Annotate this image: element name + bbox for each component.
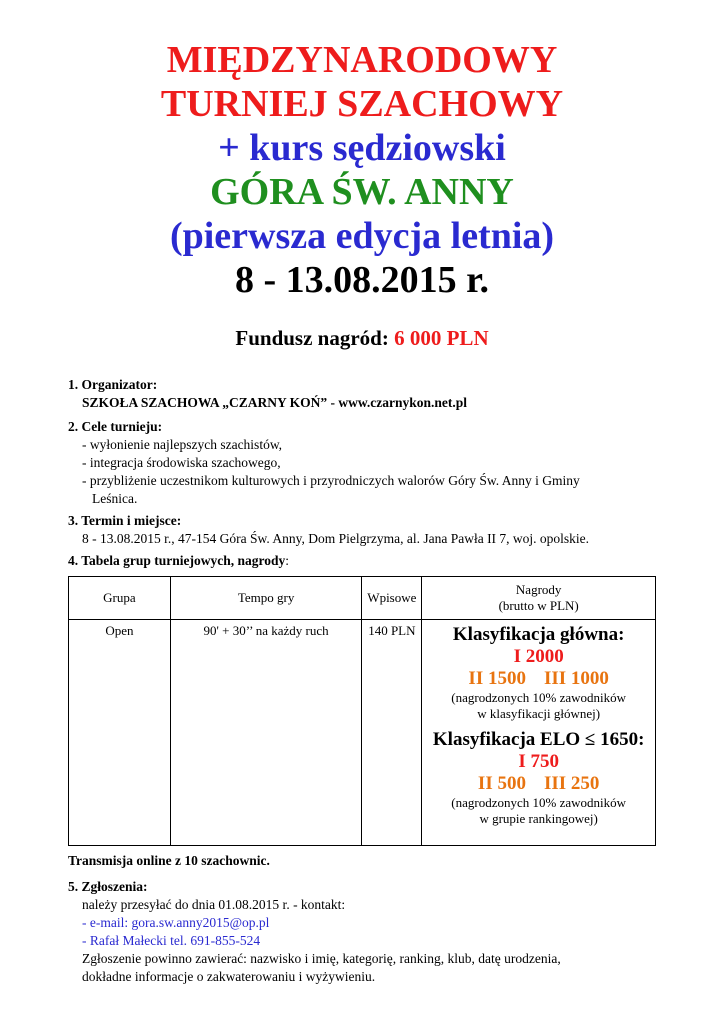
header-cell-fee: Wpisowe xyxy=(362,577,422,620)
header-cell-prizes xyxy=(422,577,656,620)
cell-prizes xyxy=(422,620,656,846)
header-cell-group: Grupa xyxy=(69,577,171,620)
section-organizer xyxy=(68,376,668,412)
registration-line2: Zgłoszenie powinno zawierać: nazwisko i imię, kategorię, ranking, klub, datę urodzenia, xyxy=(82,951,561,966)
section-heading: 2. Cele turnieju: xyxy=(68,419,163,434)
transmission-text: Transmisja online z 10 szachownic. xyxy=(68,853,270,868)
main-second-prize: II 1500 xyxy=(468,668,526,689)
section-table-heading xyxy=(68,552,668,570)
elo-third-prize: III 250 xyxy=(543,773,600,794)
title-line-3: + kurs sędziowski xyxy=(218,127,506,169)
main-first-prize: I 2000 xyxy=(513,646,564,667)
organizer-text: SZKOŁA SZACHOWA „CZARNY KOŃ” - www.czarnykon.net.pl xyxy=(82,395,468,410)
goal-item: Leśnica. xyxy=(92,491,138,506)
main-other-prizes xyxy=(425,668,652,690)
title-line-1: MIĘDZYNARODOWY xyxy=(166,39,558,81)
prize-fund-amount: 6 000 PLN xyxy=(394,326,489,350)
table-header-row xyxy=(69,577,656,620)
prizes-header-line1: Nagrody xyxy=(515,582,562,597)
contact-email-link[interactable]: - e-mail: gora.sw.anny2015@op.pl xyxy=(82,915,270,930)
header-cell-tempo: Tempo gry xyxy=(170,577,362,620)
main-note-line2: w klasyfikacji głównej) xyxy=(477,706,601,721)
date-place-text: 8 - 13.08.2015 r., 47-154 Góra Św. Anny, Dom Pielgrzyma, al. Jana Pawła II 7, woj. opolskie. xyxy=(82,531,590,546)
elo-first-prize: I 750 xyxy=(518,751,559,772)
title-block xyxy=(0,38,724,302)
cell-tempo: 90' + 30’’ na każdy ruch xyxy=(170,620,362,846)
section-heading: 1. Organizator: xyxy=(68,377,158,392)
prize-fund xyxy=(0,326,724,351)
registration-line3: dokładne informacje o zakwaterowaniu i wyżywieniu. xyxy=(82,969,376,984)
main-note-line1: (nagrodzonych 10% zawodników xyxy=(451,690,627,705)
section-date-place xyxy=(68,512,668,548)
section-registration xyxy=(68,878,668,986)
cell-fee: 140 PLN xyxy=(362,620,422,846)
title-line-4: GÓRA ŚW. ANNY xyxy=(210,171,514,213)
goal-item: - integracja środowiska szachowego, xyxy=(82,455,281,470)
elo-other-prizes xyxy=(425,773,652,795)
transmission-note xyxy=(68,852,668,870)
section-heading: 3. Termin i miejsce: xyxy=(68,513,182,528)
prizes-header-line2: (brutto w PLN) xyxy=(498,598,579,613)
goal-item: - wyłonienie najlepszych szachistów, xyxy=(82,437,283,452)
prize-fund-label: Fundusz nagród: xyxy=(235,326,389,350)
elo-note-line1: (nagrodzonych 10% zawodników xyxy=(451,795,627,810)
contact-phone[interactable]: - Rafał Małecki tel. 691-855-524 xyxy=(82,933,261,948)
section-heading: 4. Tabela grup turniejowych, nagrody xyxy=(68,553,286,568)
elo-classification-title: Klasyfikacja ELO ≤ 1650: xyxy=(432,729,645,750)
title-line-5: (pierwsza edycja letnia) xyxy=(169,215,555,257)
elo-second-prize: II 500 xyxy=(477,773,526,794)
main-classification-title: Klasyfikacja główna: xyxy=(452,624,625,645)
main-third-prize: III 1000 xyxy=(543,668,609,689)
title-line-6: 8 - 13.08.2015 r. xyxy=(234,259,490,301)
registration-line1: należy przesyłać do dnia 01.08.2015 r. - kontakt: xyxy=(82,897,346,912)
section-heading: 5. Zgłoszenia: xyxy=(68,879,148,894)
title-line-2: TURNIEJ SZACHOWY xyxy=(160,83,564,125)
section-heading-colon: : xyxy=(285,553,290,568)
goal-item: - przybliżenie uczestnikom kulturowych i przyrodniczych walorów Góry Św. Anny i Gminy xyxy=(82,473,580,488)
table-row xyxy=(69,620,656,846)
section-goals xyxy=(68,418,668,508)
elo-note-line2: w grupie rankingowej) xyxy=(479,811,598,826)
tournament-groups-table xyxy=(68,576,656,846)
cell-group: Open xyxy=(69,620,171,846)
